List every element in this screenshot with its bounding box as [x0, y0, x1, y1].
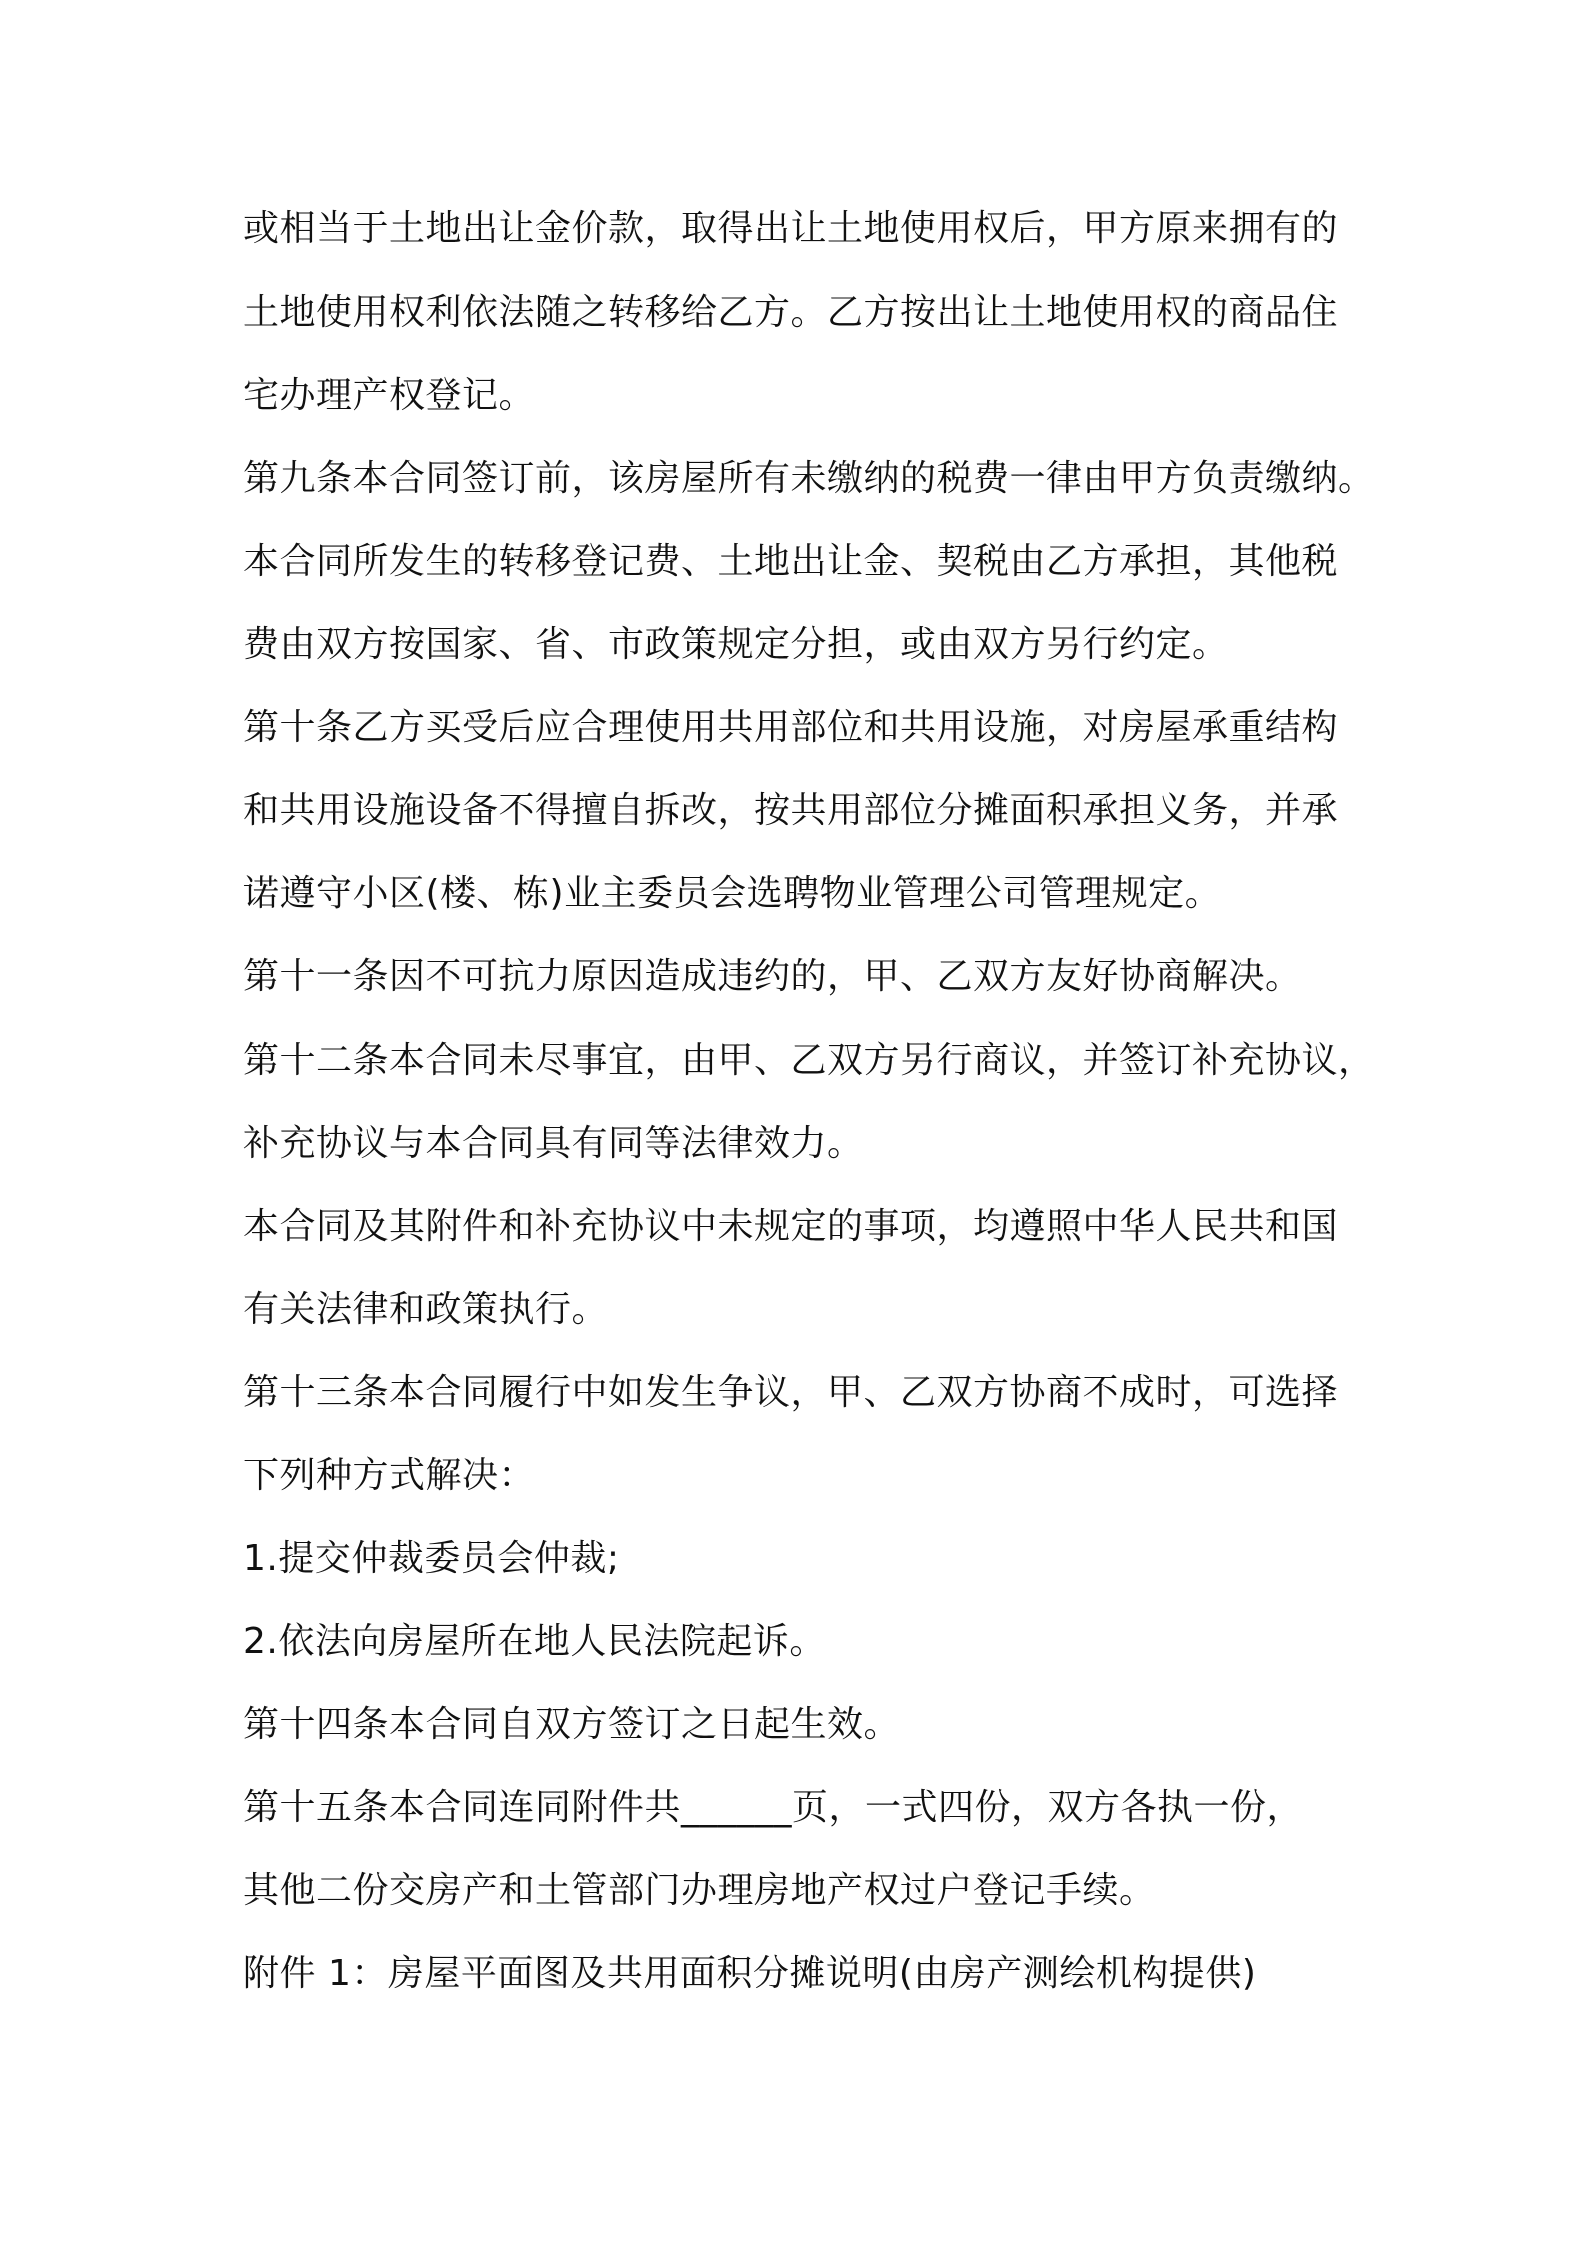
text-line: 土地使用权利依法随之转移给乙方。乙方按出让土地使用权的商品住	[243, 292, 1339, 333]
text-line: 或相当于土地出让金价款，取得出让土地使用权后，甲方原来拥有的	[243, 208, 1339, 249]
text-line: 宅办理产权登记。	[243, 375, 536, 416]
text-line: 和共用设施设备不得擅自拆改，按共用部位分摊面积承担义务，并承	[243, 790, 1339, 831]
text-line: 有关法律和政策执行。	[243, 1289, 609, 1330]
text-line: 第十条乙方买受后应合理使用共用部位和共用设施，对房屋承重结构	[243, 707, 1339, 748]
text-line: 其他二份交房产和土管部门办理房地产权过户登记手续。	[243, 1870, 1156, 1911]
text-line: 诺遵守小区(楼、栋)业主委员会选聘物业管理公司管理规定。	[243, 873, 1222, 914]
text-line: 下列种方式解决：	[243, 1455, 536, 1496]
text-line: 本合同及其附件和补充协议中未规定的事项，均遵照中华人民共和国	[243, 1206, 1339, 1247]
text-line: 第十三条本合同履行中如发生争议，甲、乙双方协商不成时，可选择	[243, 1372, 1339, 1413]
text-line: 第十二条本合同未尽事宜，由甲、乙双方另行商议，并签订补充协议，	[243, 1040, 1375, 1081]
text-line: 补充协议与本合同具有同等法律效力。	[243, 1123, 864, 1164]
text-line: 2.依法向房屋所在地人民法院起诉。	[243, 1621, 826, 1662]
text-line: 附件 1：房屋平面图及共用面积分摊说明(由房产测绘机构提供)	[243, 1953, 1257, 1994]
text-line: 第十四条本合同自双方签订之日起生效。	[243, 1704, 901, 1745]
text-line: 第九条本合同签订前，该房屋所有未缴纳的税费一律由甲方负责缴纳。	[243, 458, 1375, 499]
text-line: 1.提交仲裁委员会仲裁;	[243, 1538, 620, 1579]
text-line: 第十一条因不可抗力原因造成违约的，甲、乙双方友好协商解决。	[243, 956, 1302, 997]
text-line: 费由双方按国家、省、市政策规定分担，或由双方另行约定。	[243, 624, 1229, 665]
text-line: 第十五条本合同连同附件共______页，一式四份，双方各执一份，	[243, 1787, 1304, 1828]
text-line: 本合同所发生的转移登记费、土地出让金、契税由乙方承担，其他税	[243, 541, 1339, 582]
